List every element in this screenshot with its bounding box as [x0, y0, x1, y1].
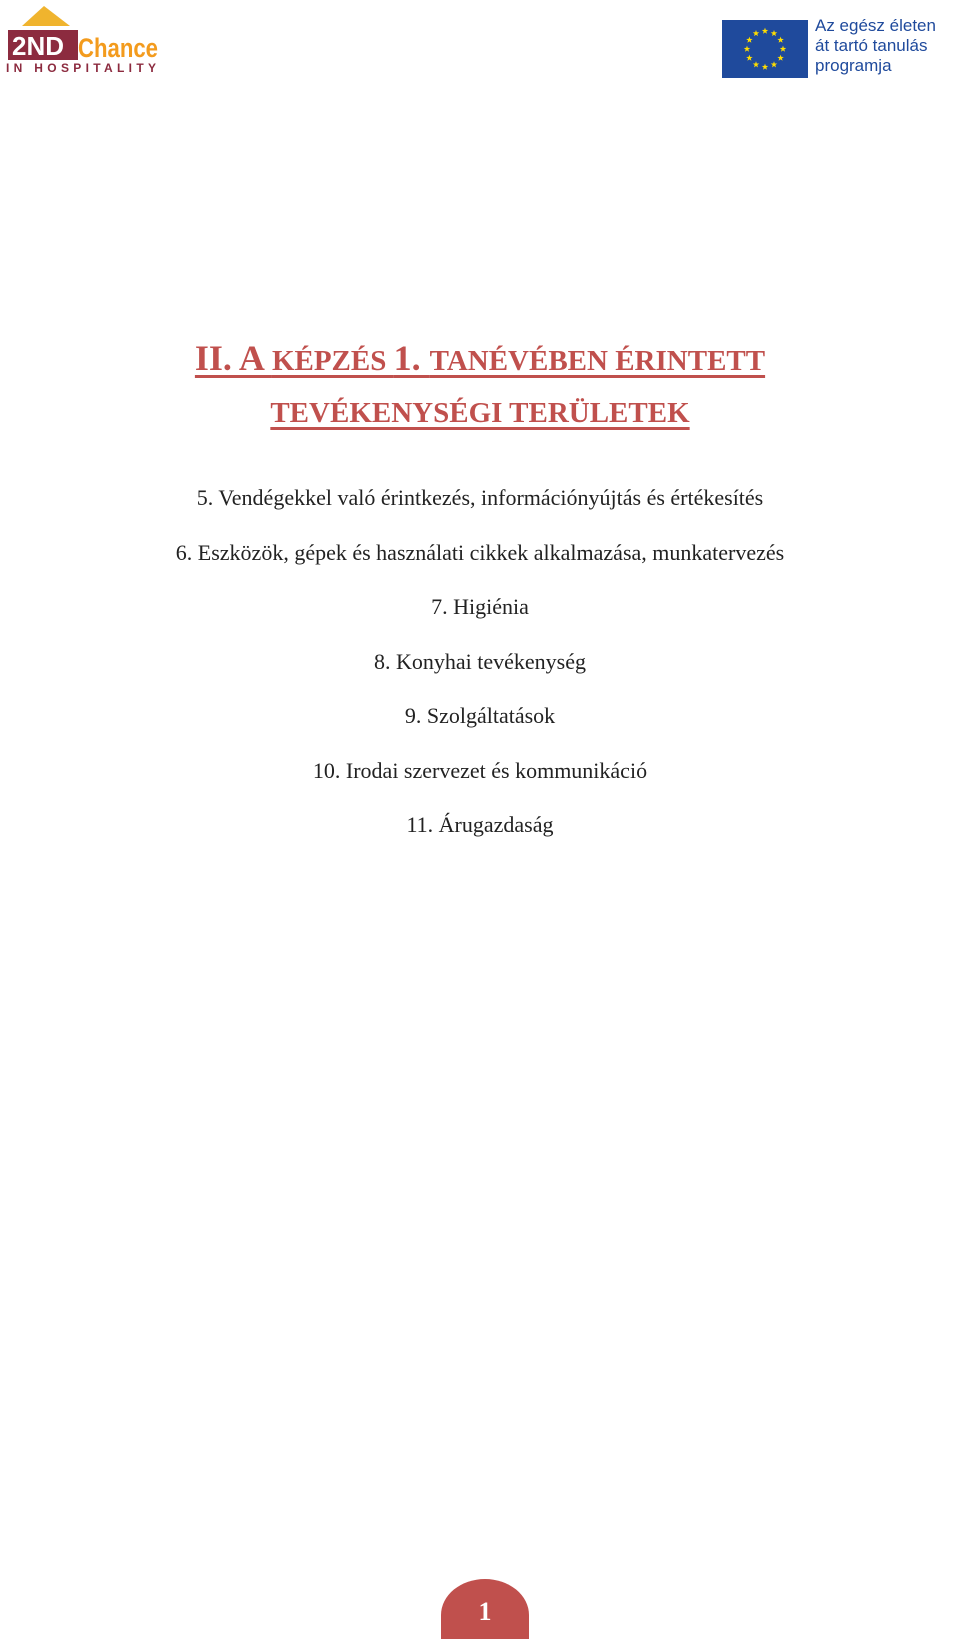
title-word-kepzes: KÉPZÉS — [271, 345, 394, 377]
eu-flag-icon — [722, 20, 808, 78]
brand-word: Chance — [78, 33, 158, 63]
brand-tagline: IN HOSPITALITY — [6, 61, 156, 75]
second-chance-logo-graphic — [4, 4, 174, 78]
title-chapter: II. A — [194, 338, 272, 378]
topic-item: 11. Árugazdaság — [406, 812, 554, 837]
topic-item: 9. Szolgáltatások — [404, 703, 556, 728]
roof-icon — [22, 6, 70, 26]
eu-programme-logo — [722, 16, 954, 84]
section-title — [60, 332, 900, 439]
eu-text-line-3: programja — [815, 56, 892, 75]
topic-item: 7. Higiénia — [431, 594, 529, 619]
page-number-badge — [441, 1579, 529, 1639]
eu-text-line-1: Az egész életen — [815, 16, 936, 35]
topic-list — [40, 485, 920, 867]
eu-programme-text — [815, 16, 955, 76]
second-chance-logo — [4, 4, 174, 78]
title-number: 1. — [393, 338, 430, 378]
title-line-2: TEVÉKENYSÉGI TERÜLETEK — [270, 397, 690, 429]
topic-item: 5. Vendégekkel való érintkezés, információnyújtás és értékesítés — [196, 485, 764, 510]
title-line-1 — [60, 332, 900, 387]
title-word-taneveben: TANÉVÉBEN ÉRINTETT — [429, 345, 766, 377]
topic-item: 6. Eszközök, gépek és használati cikkek alkalmazása, munkatervezés — [175, 539, 785, 565]
brand-number: 2ND — [12, 31, 65, 61]
topic-item: 8. Konyhai tevékenység — [374, 648, 586, 674]
topic-item: 10. Irodai szervezet és kommunikáció — [312, 757, 648, 783]
page-number: 1 — [478, 1597, 492, 1626]
eu-text-line-2: át tartó tanulás — [815, 36, 928, 55]
